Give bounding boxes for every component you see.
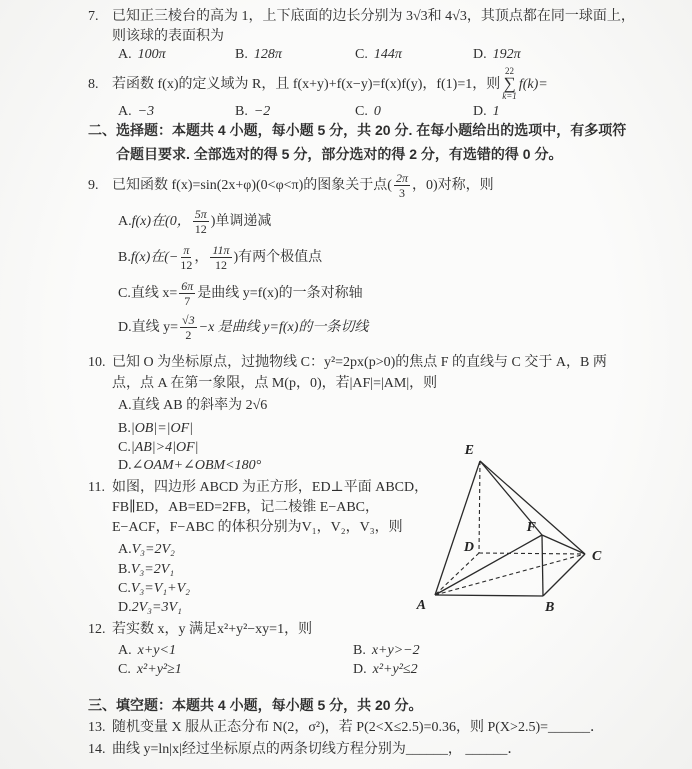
q7-option-d-value: 192π (492, 47, 521, 62)
edge-AB (435, 595, 543, 596)
q10-line2 (88, 375, 668, 392)
q10-option-d-value: ∠OAM+∠OBM<180° (131, 458, 262, 473)
q9-option-c-label: C. (118, 285, 131, 301)
q12-option-a-label: A. (118, 643, 132, 658)
q7-option-a (118, 46, 235, 63)
q10-number: 10. (88, 355, 106, 370)
q8-option-b-label: B. (235, 104, 248, 119)
q10-option-d-label: D. (118, 458, 132, 473)
q7-option-b-label: B. (235, 47, 248, 62)
q10-option-b-label: B. (118, 421, 131, 436)
q10-option-b (88, 420, 668, 437)
q9-option-d-text2: −x 是曲线 y=f(x)的一条切线 (198, 319, 369, 335)
q7-line2 (88, 28, 668, 45)
section2-header-line1: 二、选择题：本题共 4 小题，每小题 5 分，共 20 分. 在每小题给出的选项中，有多项符 (88, 122, 627, 138)
q8-option-b (235, 103, 355, 120)
sigma-glyph: ∑ (503, 74, 516, 94)
q8-option-c-value: 0 (373, 104, 381, 119)
q8-option-a-value: −3 (137, 104, 155, 119)
q9-option-a (88, 204, 668, 238)
q7-number: 7. (88, 9, 99, 24)
q12-number: 12. (88, 622, 106, 637)
q9-stem (88, 168, 668, 202)
section3-header: 三、填空题：本题共 4 小题，每小题 5 分，共 20 分。 (88, 697, 423, 713)
q12-option-c-value: x²+y²≥1 (136, 662, 182, 677)
q8-option-c (355, 103, 473, 120)
q8-option-b-value: −2 (253, 104, 271, 119)
q11-option-c-label: C. (118, 581, 131, 596)
q7-option-c-value: 144π (373, 47, 402, 62)
q11-option-a-label: A. (118, 542, 132, 557)
q12-option-a-value: x+y<1 (137, 643, 176, 658)
q12-option-c-label: C. (118, 662, 131, 677)
q10-line2-text: 点，点 A 在第一象限，点 M(p，0)，若|AF|=|AM|，则 (112, 376, 438, 391)
fraction-denominator: 7 (184, 293, 191, 308)
vertex-label-A: A (416, 598, 426, 613)
q12-option-a (118, 642, 353, 659)
q7-line1 (88, 8, 668, 25)
q11-option-d-label: D. (118, 600, 132, 615)
q8-option-a-label: A. (118, 104, 132, 119)
q8-line1-tail: f(k)= (518, 76, 548, 92)
q13-line1-text: 随机变量 X 服从正态分布 N(2，σ²)，若 P(2<X≤2.5)=0.36，则 P(X>2.5)=______． (112, 720, 604, 735)
q7-option-a-label: A. (118, 47, 132, 62)
fraction-sqrt3-2 (180, 314, 197, 341)
q12-option-b-value: x+y>−2 (371, 643, 420, 658)
edge-FC (542, 535, 585, 554)
q11-line1-text: 如图，四边形 ABCD 为正方形，ED⊥平面 ABCD， (112, 480, 429, 495)
q9-option-a-text1: f(x)在(0， (131, 213, 191, 229)
q12-option-d-value: x²+y²≤2 (372, 662, 418, 677)
q11-option-b-label: B. (118, 562, 131, 577)
q9-option-a-text2: )单调递减 (210, 213, 272, 229)
fraction-denominator: 3 (398, 185, 405, 200)
q10-option-c-value: |AB|>4|OF| (130, 440, 199, 455)
vertex-label-F: F (526, 520, 536, 535)
q14-line1-text: 曲线 y=ln|x|经过坐标原点的两条切线方程分别为______， ______． (112, 742, 522, 757)
q10-option-c-label: C. (118, 440, 131, 455)
q9-option-a-label: A. (118, 213, 132, 229)
q8-option-c-label: C. (355, 104, 368, 119)
q8-options (88, 103, 668, 120)
fraction-denominator: 12 (180, 257, 193, 272)
fraction-numerator: 11π (212, 242, 230, 257)
q12-options-row1 (88, 642, 668, 659)
q8-option-a (118, 103, 235, 120)
q11-option-d-value: 2V₃=3V₁ (131, 600, 182, 615)
vertex-label-E: E (464, 443, 474, 458)
q8-option-d-label: D. (473, 104, 487, 119)
q7-option-c-label: C. (355, 47, 368, 62)
edge-FB (542, 535, 543, 596)
fraction-denominator: 12 (194, 221, 207, 236)
q8-line1 (88, 66, 668, 102)
q9-option-d-label: D. (118, 319, 132, 335)
q14-line1 (88, 741, 668, 758)
q9-option-c (88, 276, 668, 310)
summation-upper: 22 (505, 66, 515, 77)
q7-option-d-label: D. (473, 47, 487, 62)
q11-line2-text: FB∥ED，AB=ED=2FB，记二棱锥 E−ABC， (112, 500, 380, 515)
summation-lower: k=1 (502, 90, 517, 101)
vertex-label-C: C (592, 549, 602, 564)
q9-number: 9. (88, 177, 99, 193)
q12-options-row2 (88, 661, 668, 678)
q11-number: 11. (88, 480, 105, 495)
q8-option-d (473, 103, 668, 120)
q9-option-b-text1: f(x)在(− (130, 249, 179, 265)
q10-option-a (88, 397, 668, 414)
q10-line1-text: 已知 O 为坐标原点，过抛物线 C：y²=2px(p>0)的焦点 F 的直线与 C 交于 A，B 两 (112, 355, 607, 370)
fraction-5pi-12 (193, 208, 209, 235)
fraction-pi-12 (180, 244, 192, 271)
q7-option-a-value: 100π (137, 47, 166, 62)
q9-stem-text-b: ，0)对称，则 (411, 177, 494, 193)
q10-option-a-value: 直线 AB 的斜率为 2√6 (131, 398, 268, 413)
fraction-denominator: 2 (185, 327, 192, 342)
q7-option-c (355, 46, 473, 63)
q9-stem-text-a: 已知函数 f(x)=sin(2x+φ)(0<φ<π)的图象关于点( (112, 177, 392, 193)
q7-option-b (235, 46, 355, 63)
fraction-numerator: 2π (395, 170, 408, 185)
q9-option-b (88, 240, 668, 274)
q8-line1-text: 若函数 f(x)的定义域为 R，且 f(x+y)+f(x−y)=f(x)f(y)，f(1)=1，则 (112, 76, 501, 92)
fraction-denominator: 12 (214, 257, 227, 272)
q9-option-b-text3: )有两个极值点 (233, 249, 323, 265)
q9-option-b-text2: ， (194, 249, 209, 265)
fraction-numerator: 5π (194, 206, 207, 221)
fraction-2pi-3 (394, 172, 410, 199)
q10-line1 (88, 354, 668, 371)
fraction-numerator: √3 (182, 312, 195, 327)
q12-option-c (118, 661, 353, 678)
edge-ED (479, 461, 480, 553)
q9-option-c-text1: 直线 x= (130, 285, 178, 301)
q10-option-a-label: A. (118, 398, 132, 413)
q12-line1-text: 若实数 x，y 满足x²+y²−xy=1，则 (112, 622, 313, 637)
edge-DC (479, 553, 585, 554)
q9-option-b-label: B. (118, 249, 131, 265)
q7-option-d (473, 46, 668, 63)
q7-options (88, 46, 668, 63)
q11-option-c-value: V₃=V₁+V₂ (130, 581, 190, 596)
fraction-numerator: π (183, 242, 190, 257)
q7-line2-text: 则该球的表面积为 (112, 29, 224, 44)
q9-option-d-text1: 直线 y= (131, 319, 179, 335)
fraction-6pi-7 (179, 280, 195, 307)
q9-option-d (88, 310, 668, 344)
q9-option-c-text2: 是曲线 y=f(x)的一条对称轴 (197, 285, 363, 301)
q7-line1-text: 已知正三棱台的高为 1，上下底面的边长分别为 3√3和 4√3，其顶点都在同一球面上， (112, 9, 635, 24)
edge-AC (435, 554, 585, 595)
q12-option-d-label: D. (353, 662, 367, 677)
vertex-label-D: D (463, 540, 474, 555)
q12-option-b-label: B. (353, 643, 366, 658)
q14-number: 14. (88, 742, 106, 757)
q8-number: 8. (88, 76, 99, 92)
q12-option-b (353, 642, 668, 659)
q11-line3-text: E−ACF，F−ABC 的体积分别为V₁，V₂，V₃，则 (112, 520, 403, 535)
q12-option-d (353, 661, 668, 678)
q13-line1 (88, 719, 668, 736)
edge-EA (435, 461, 480, 595)
q7-option-b-value: 128π (253, 47, 282, 62)
q13-number: 13. (88, 720, 106, 735)
q11-geometry-figure (402, 436, 642, 618)
summation-symbol (502, 67, 517, 100)
q8-option-d-value: 1 (492, 104, 500, 119)
vertex-label-B: B (545, 600, 555, 615)
fraction-11pi-12 (210, 244, 231, 271)
q10-option-b-value: |OB|=|OF| (130, 421, 194, 436)
q11-option-a-value: V₃=2V₂ (131, 542, 175, 557)
q11-option-b-value: V₃=2V₁ (130, 562, 175, 577)
edge-AF (435, 535, 542, 595)
fraction-numerator: 6π (181, 278, 194, 293)
q12-line1 (88, 621, 668, 638)
section2-header-line2: 合题目要求. 全部选对的得 5 分，部分选对的得 2 分，有选错的得 0 分。 (116, 146, 563, 162)
